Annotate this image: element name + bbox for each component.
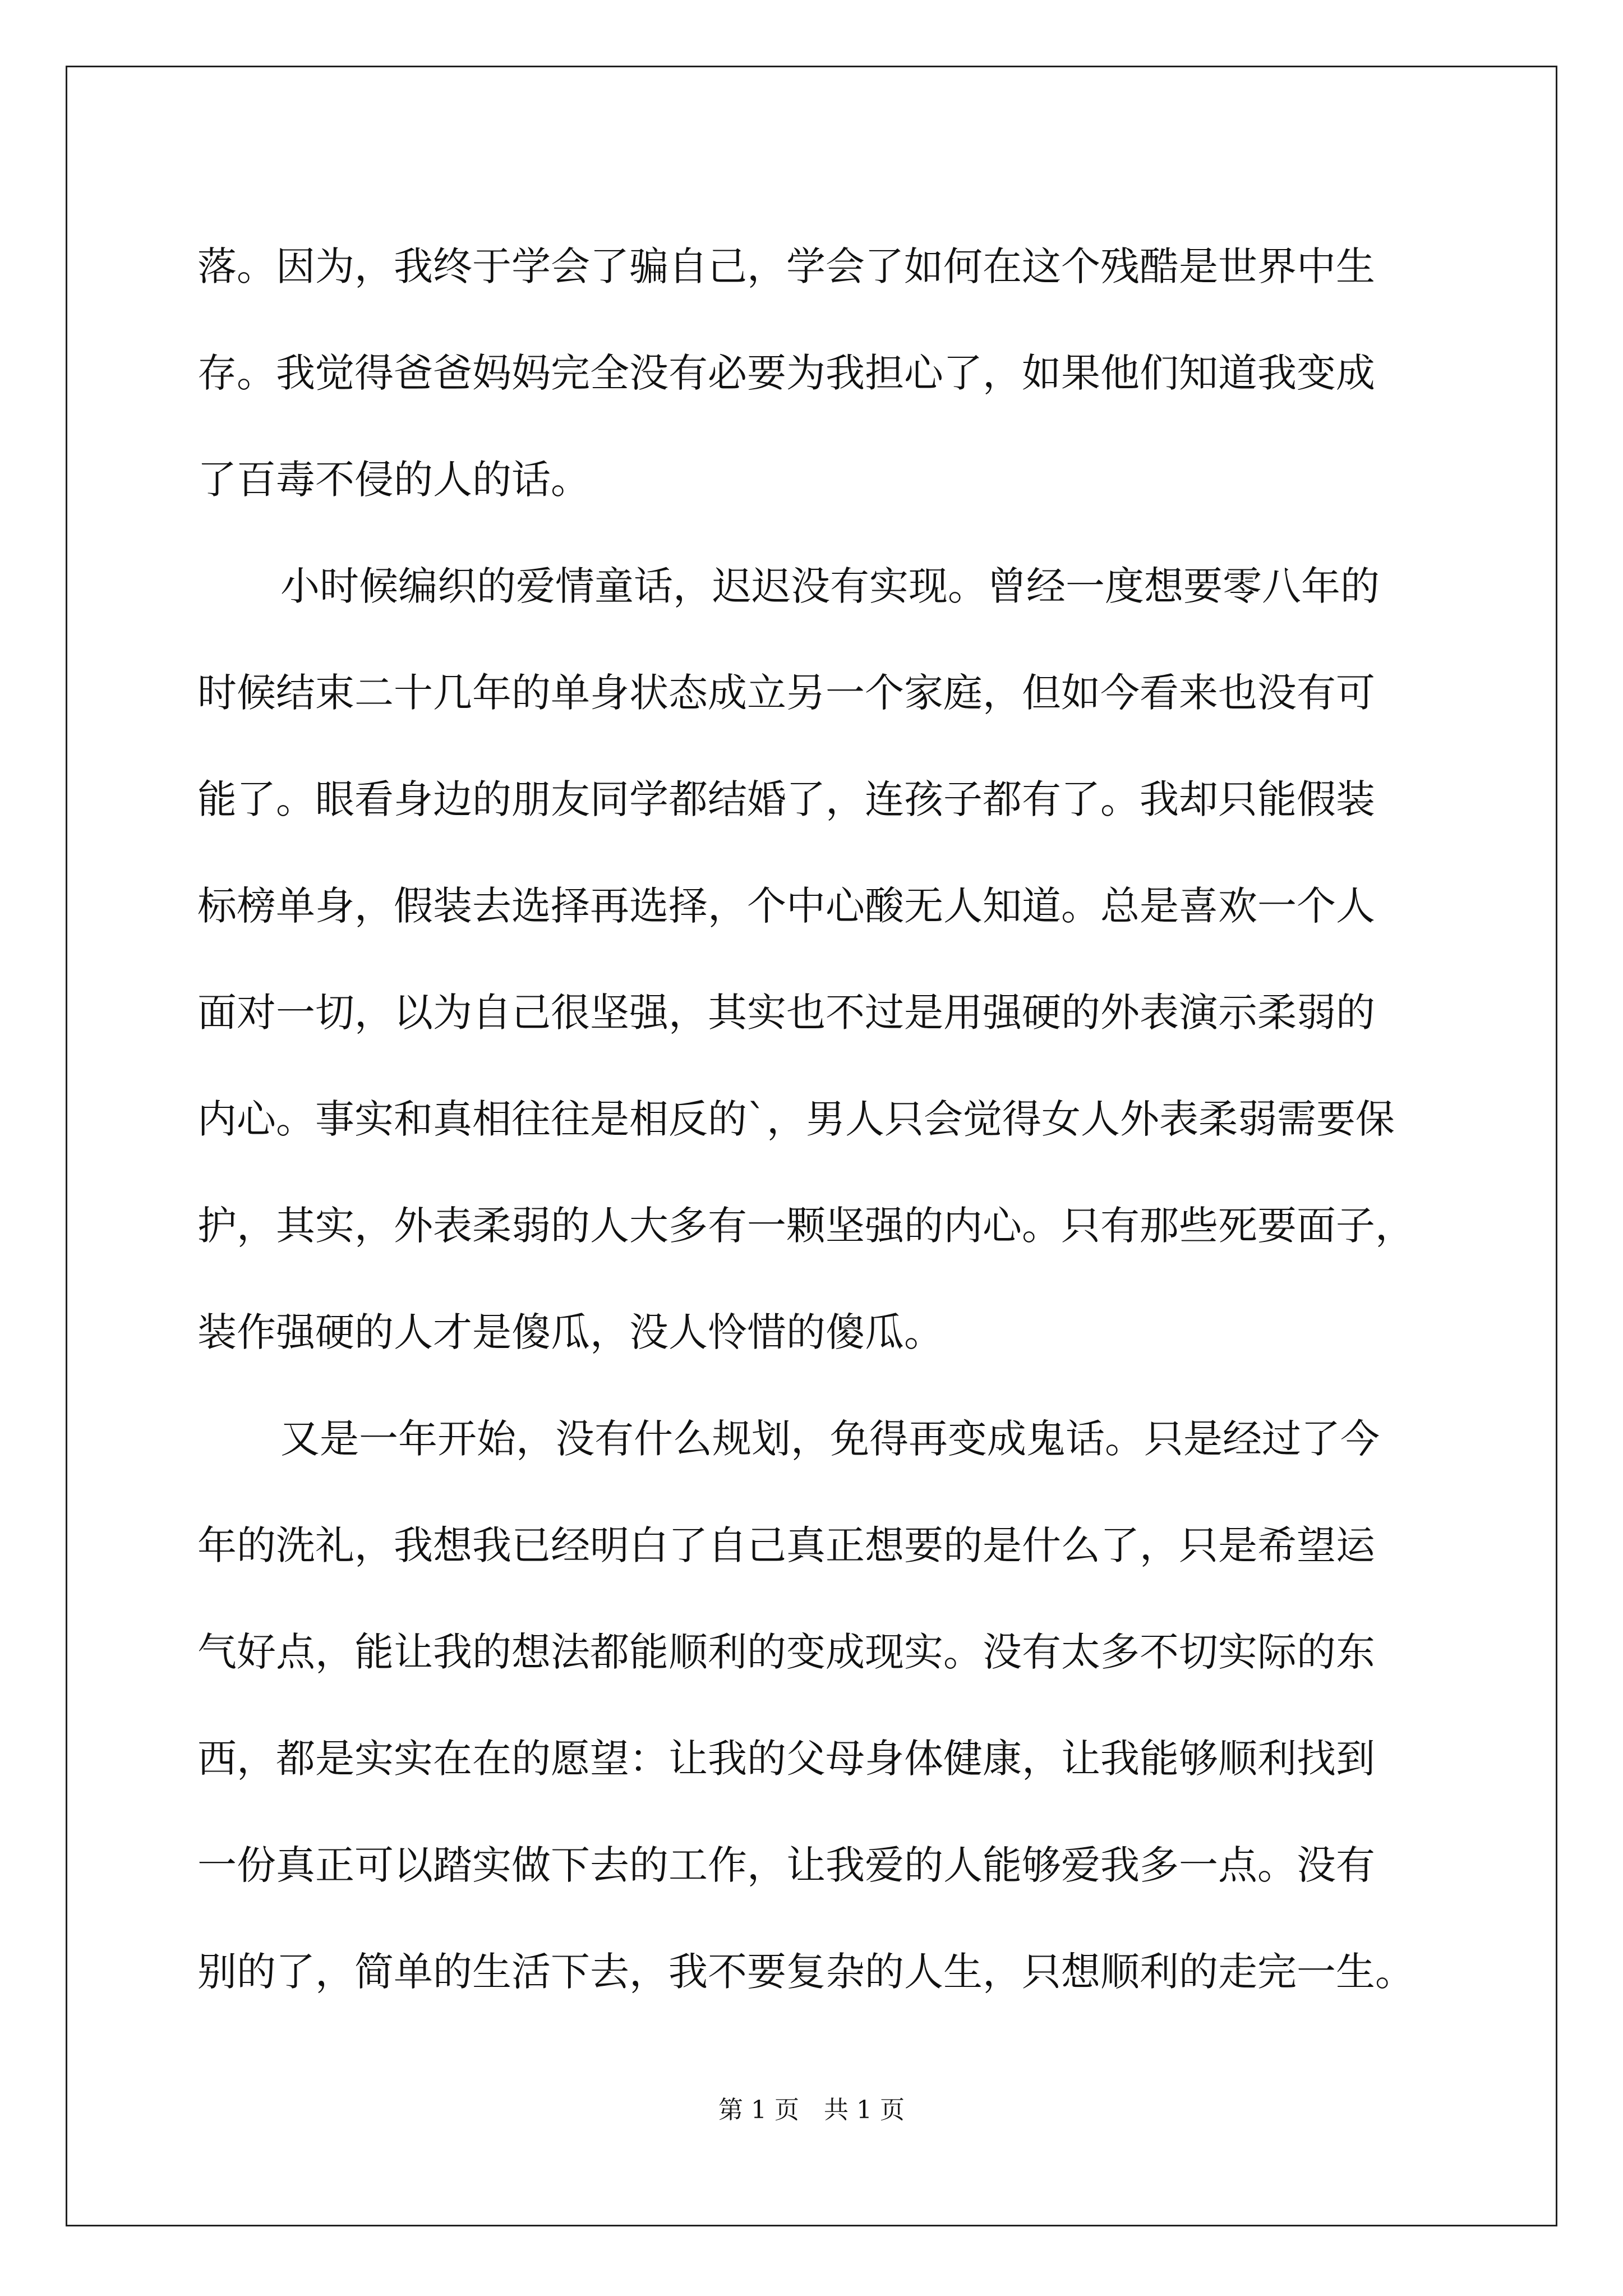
text-line: 装作强硬的人才是傻瓜，没人怜惜的傻瓜。: [197, 1309, 943, 1355]
paragraph: [197, 533, 1431, 1386]
text-line: 落。因为，我终于学会了骗自己，学会了如何在这个残酷是世界中生: [197, 243, 1375, 289]
text-line: 小时候编织的爱情童话，迟迟没有实现。曾经一度想要零八年的: [280, 563, 1380, 609]
text-line: 气好点，能让我的想法都能顺利的变成现实。没有太多不切实际的东: [197, 1629, 1375, 1675]
text-line: 西，都是实实在在的愿望：让我的父母身体健康，让我能够顺利找到: [197, 1736, 1375, 1782]
page-number-footer: 第 1 页 共 1 页: [718, 2096, 905, 2124]
text-line: 护，其实，外表柔弱的人大多有一颗坚强的内心。只有那些死要面子，: [197, 1203, 1414, 1249]
text-line: 能了。眼看身边的朋友同学都结婚了，连孩子都有了。我却只能假装: [197, 776, 1375, 822]
text-line: 了百毒不侵的人的话。: [197, 457, 590, 503]
text-line: 内心。事实和真相往往是相反的`，男人只会觉得女人外表柔弱需要保: [197, 1096, 1395, 1142]
text-line: 又是一年开始，没有什么规划，免得再变成鬼话。只是经过了今: [280, 1416, 1380, 1462]
paragraph: [197, 1386, 1431, 2025]
text-line: 一份真正可以踏实做下去的工作，让我爱的人能够爱我多一点。没有: [197, 1842, 1375, 1888]
document-body: [197, 213, 1431, 2025]
text-line: 别的了，简单的生活下去，我不要复杂的人生，只想顺利的走完一生。: [197, 1949, 1414, 1995]
paragraph: [197, 213, 1431, 533]
text-line: 年的洗礼，我想我已经明白了自己真正想要的是什么了，只是希望运: [197, 1522, 1375, 1568]
text-line: 时候结束二十几年的单身状态成立另一个家庭，但如今看来也没有可: [197, 670, 1375, 716]
text-line: 标榜单身，假装去选择再选择，个中心酸无人知道。总是喜欢一个人: [197, 883, 1375, 929]
text-line: 面对一切，以为自己很坚强，其实也不过是用强硬的外表演示柔弱的: [197, 990, 1375, 1036]
text-line: 存。我觉得爸爸妈妈完全没有必要为我担心了，如果他们知道我变成: [197, 350, 1375, 396]
